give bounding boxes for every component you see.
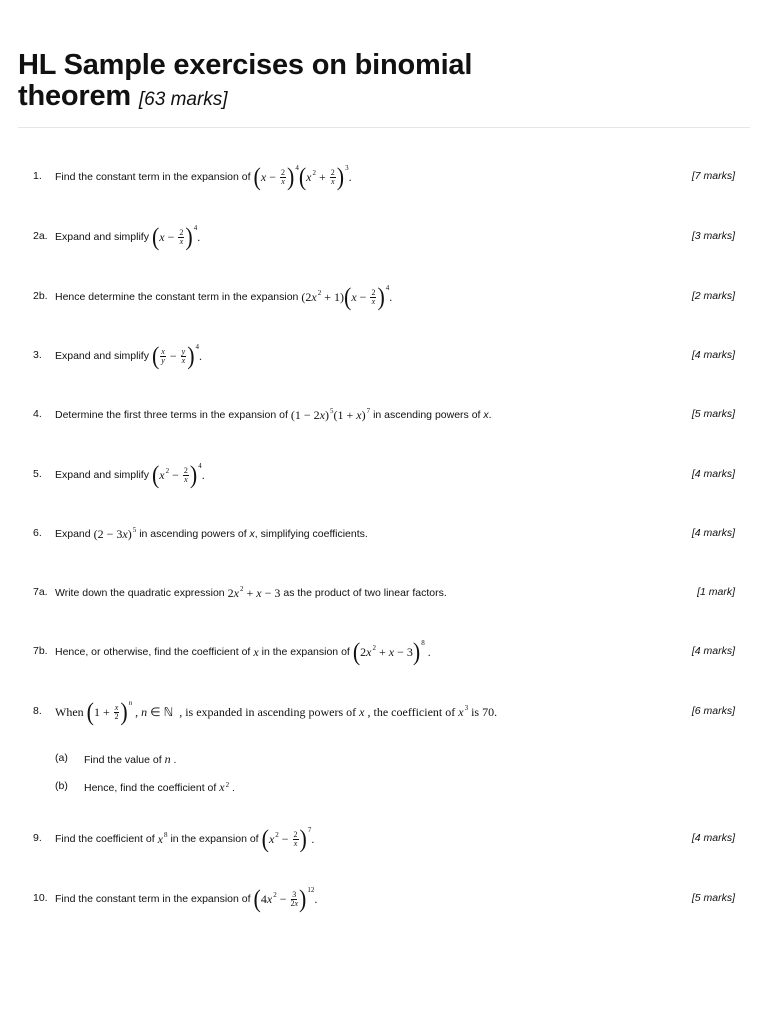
question-marks: [3 marks] bbox=[691, 230, 735, 242]
question-marks: [4 marks] bbox=[691, 468, 735, 480]
question-text bbox=[55, 462, 208, 488]
math-expression: 2 x 2 + x − 3 bbox=[227, 585, 281, 600]
question-number: 2b. bbox=[33, 290, 48, 302]
question-prompt-middle: , the coefficient of bbox=[367, 704, 456, 719]
question-2b bbox=[33, 284, 738, 310]
question-prompt: Expand bbox=[55, 528, 91, 540]
question-prompt-end: is 70. bbox=[471, 704, 498, 719]
question-2a bbox=[33, 224, 738, 250]
question-prompt: Find the coefficient of bbox=[55, 833, 155, 845]
math-variable: x bbox=[253, 644, 259, 659]
question-6 bbox=[33, 521, 738, 547]
question-prompt-continued: in ascending powers of bbox=[139, 528, 247, 540]
question-prompt: Expand and simplify bbox=[55, 350, 149, 362]
subpart-text: Hence, find the coefficient of $x^2$ . bbox=[84, 780, 235, 794]
question-text bbox=[55, 284, 395, 310]
question-number: 8. bbox=[33, 705, 42, 717]
question-number: 9. bbox=[33, 832, 42, 844]
question-marks: [2 marks] bbox=[691, 290, 735, 302]
question-marks: [4 marks] bbox=[691, 349, 735, 361]
question-prompt: Determine the first three terms in the expansion of bbox=[55, 409, 288, 421]
question-number: 5. bbox=[33, 468, 42, 480]
question-marks: [5 marks] bbox=[691, 408, 735, 420]
question-text bbox=[55, 826, 317, 852]
variable: x bbox=[483, 409, 489, 421]
question-prompt: When bbox=[55, 704, 84, 719]
question-text bbox=[55, 580, 447, 606]
question-number: 7a. bbox=[33, 586, 48, 598]
question-1 bbox=[33, 164, 738, 190]
question-prompt: Hence, or otherwise, find the coefficient of bbox=[55, 646, 251, 658]
question-marks: [4 marks] bbox=[691, 527, 735, 539]
subpart-label: (b) bbox=[55, 780, 68, 792]
question-text bbox=[55, 521, 368, 547]
divider bbox=[18, 127, 750, 128]
math-expression: ( $\frac{x}{y}$ − $\frac{y}{x}$ ) 4 . bbox=[151, 341, 203, 370]
question-prompt: Find the constant term in the expansion of bbox=[55, 171, 251, 183]
question-text bbox=[55, 886, 320, 912]
math-expression: ( x − $\frac{2}{x}$ ) 4 . bbox=[151, 222, 201, 251]
question-marks: [5 marks] bbox=[691, 892, 735, 904]
question-marks: [7 marks] bbox=[691, 170, 735, 182]
question-7b bbox=[33, 639, 738, 665]
question-7a bbox=[33, 580, 738, 606]
question-9 bbox=[33, 826, 738, 852]
question-5 bbox=[33, 462, 738, 488]
question-10 bbox=[33, 886, 738, 912]
question-prompt: Hence determine the constant term in the expansion bbox=[55, 291, 299, 303]
question-marks: [1 mark] bbox=[697, 586, 735, 598]
question-prompt: Write down the quadratic expression bbox=[55, 587, 225, 599]
question-3 bbox=[33, 343, 738, 369]
math-expression: (1 − 2 x ) 5 (1 + x ) 7 bbox=[290, 407, 371, 422]
question-text bbox=[55, 343, 205, 369]
question-prompt: Expand and simplify bbox=[55, 231, 149, 243]
question-prompt-continued: in the expansion of bbox=[261, 646, 350, 658]
question-marks: [4 marks] bbox=[691, 645, 735, 657]
question-marks: [6 marks] bbox=[691, 705, 735, 717]
question-number: 10. bbox=[33, 892, 48, 904]
math-expression: ( 4 x 2 − $\frac{3}{2x}$ ) 12 . bbox=[253, 884, 318, 913]
question-number: 4. bbox=[33, 408, 42, 420]
subpart-text: Find the value of n . bbox=[84, 752, 177, 766]
question-prompt: Expand and simplify bbox=[55, 469, 149, 481]
question-text: When ( 1 + $\frac{x}{2}$ ) n , n ∈ ℕ , is expanded in ascending powers of x , the coefficient of x 3 is 70. bbox=[55, 697, 498, 726]
question-text bbox=[55, 164, 355, 190]
question-number: 1. bbox=[33, 170, 42, 182]
math-expression: ( 2 x 2 + x − 3 ) 8 . bbox=[352, 637, 431, 666]
question-8 bbox=[33, 699, 738, 725]
question-prompt-continued: , is expanded in ascending powers of bbox=[179, 704, 357, 719]
math-expression: ( 1 + $\frac{x}{2}$ ) n , n ∈ ℕ bbox=[86, 697, 177, 726]
question-text: Determine the first three terms in the expansion of (1 − 2 x ) 5 (1 + x ) 7 in ascending powers of x . bbox=[55, 407, 492, 422]
subpart-label: (a) bbox=[55, 752, 68, 764]
subpart-prompt: Hence, find the coefficient of bbox=[84, 782, 217, 794]
math-expression: ( x 2 − $\frac{2}{x}$ ) 4 . bbox=[151, 460, 205, 489]
page-title-text: HL Sample exercises on binomial theorem bbox=[18, 49, 473, 112]
question-prompt-continued: in ascending powers of bbox=[373, 409, 481, 421]
question-prompt: Find the constant term in the expansion of bbox=[55, 893, 251, 905]
question-text bbox=[55, 224, 203, 250]
question-number: 2a. bbox=[33, 230, 48, 242]
question-marks: [4 marks] bbox=[691, 832, 735, 844]
question-number: 7b. bbox=[33, 645, 48, 657]
subpart-prompt: Find the value of bbox=[84, 754, 162, 766]
question-prompt-end: , simplifying coefficients. bbox=[254, 528, 368, 540]
math-expression: (2 x 2 + 1) ( x − $\frac{2}{x}$ ) 4 . bbox=[301, 282, 393, 311]
page-title bbox=[18, 50, 578, 115]
math-expression: ( x 2 − $\frac{2}{x}$ ) 7 . bbox=[261, 824, 315, 853]
question-number: 6. bbox=[33, 527, 42, 539]
question-number: 3. bbox=[33, 349, 42, 361]
math-expression: (2 − 3 x ) 5 bbox=[93, 526, 137, 541]
question-prompt-continued: in the expansion of bbox=[170, 833, 259, 845]
math-expression: ( x − $\frac{2}{x}$ ) 4 ( x 2 + $\frac{2}{x}$ ) 3 . bbox=[253, 162, 352, 191]
variable: x bbox=[249, 528, 255, 540]
total-marks: [63 marks] bbox=[138, 89, 228, 110]
math-variable: x 8 bbox=[157, 831, 168, 846]
question-text bbox=[55, 639, 434, 665]
question-prompt-continued: as the product of two linear factors. bbox=[283, 587, 447, 599]
question-4 bbox=[33, 402, 738, 428]
